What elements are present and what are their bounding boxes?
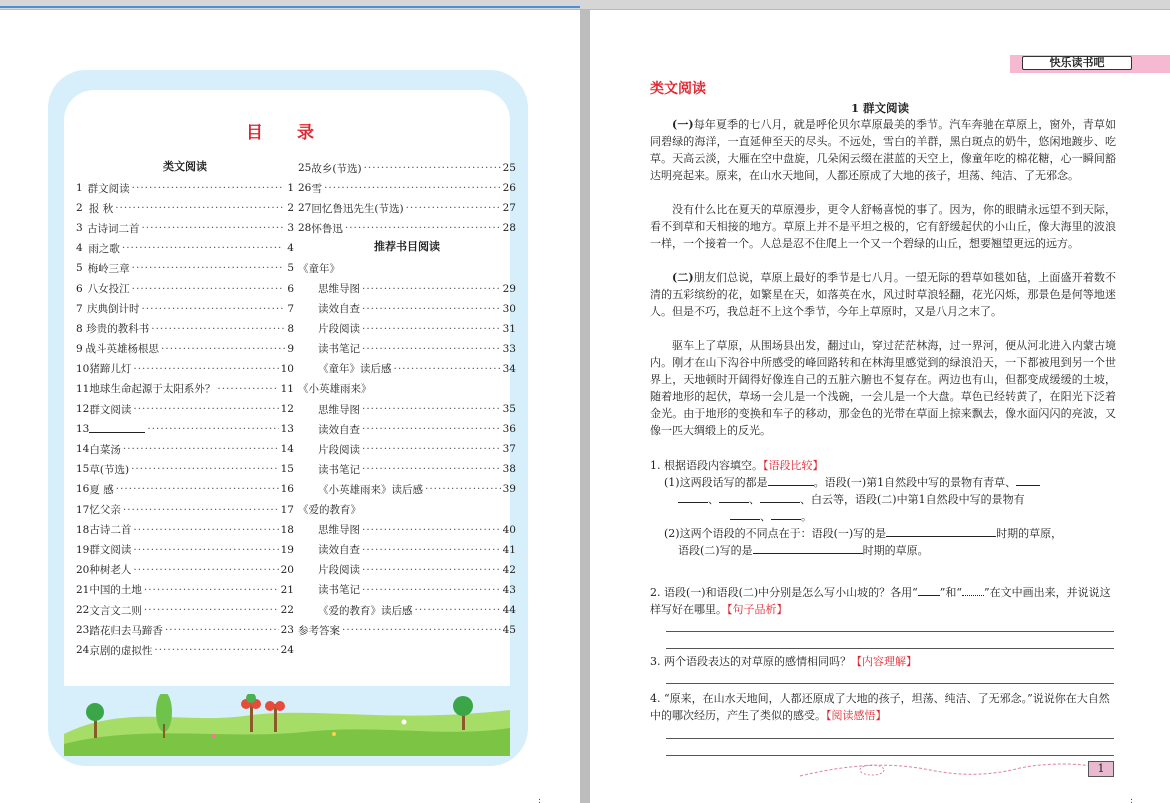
toc-entry-title: 群文阅读 — [89, 403, 132, 416]
toc-entry-title: 雪 — [311, 182, 323, 195]
page-left[interactable] — [0, 10, 580, 803]
question-tag: 【内容理解】 — [851, 655, 917, 668]
toc-entry-number: 17 — [76, 503, 90, 516]
toc-leader-dots — [133, 564, 278, 576]
page-corner-mark: : — [1130, 796, 1134, 803]
toc-entry-title: 地球生命起源于太阳系外？ — [89, 383, 216, 396]
toc-entry-title: 《小英雄雨来》读后感 — [318, 483, 423, 496]
toc-entry[interactable] — [76, 560, 294, 580]
toc-leader-dots — [123, 443, 279, 455]
toc-leader-dots — [161, 343, 285, 355]
toc-entry[interactable] — [76, 359, 294, 379]
toc-entry-number: 20 — [76, 563, 90, 576]
toc-entry[interactable] — [298, 439, 516, 459]
toc-entry[interactable] — [76, 278, 294, 298]
question-1-part-1-cont2 — [650, 508, 1116, 525]
question-2 — [650, 584, 1116, 618]
toc-entry-title: 草(节选) — [89, 463, 130, 476]
toc-entry-page: 9 — [287, 342, 294, 355]
toc-entry-page: 31 — [502, 322, 516, 335]
toc-entry-title: 白菜汤 — [89, 443, 121, 456]
toc-entry[interactable] — [76, 600, 294, 620]
toc-entry-title: 种树老人 — [89, 564, 132, 577]
toc-entry-page: 45 — [502, 624, 516, 637]
toc-entry-page: 26 — [502, 182, 516, 195]
toc-entry[interactable] — [76, 339, 294, 359]
q-text: 。 — [801, 510, 812, 523]
q-text: 时期的草原， — [996, 527, 1063, 540]
toc-entry-title: 思维导图 — [318, 403, 360, 416]
toc-entry-page: 37 — [502, 443, 516, 456]
viewer-toolbar-strip — [0, 0, 1170, 10]
toc-leader-dots — [364, 162, 501, 174]
paragraph-3 — [650, 269, 1116, 320]
toc-entry-number: 6 — [76, 282, 83, 295]
toc-entry-number: 14 — [76, 443, 90, 456]
toc-entry-page: 15 — [280, 463, 294, 476]
toc-entry-page: 27 — [502, 202, 516, 215]
toc-entry-page: 23 — [280, 624, 294, 637]
toc-entry-title: 梅岭三章 — [87, 262, 130, 275]
q-text: 语段(二)写的是 — [678, 544, 753, 557]
toc-title-blank — [89, 423, 145, 433]
toc-entry-page: 13 — [280, 423, 294, 436]
toc-leader-dots — [425, 483, 501, 495]
q-text: (2)这两个语段的不同点在于：语段(一)写的是 — [664, 527, 887, 540]
toc-entry-page: 34 — [502, 362, 516, 375]
toc-entry-number: 15 — [76, 463, 90, 476]
question-stem: 1. 根据语段内容填空。 — [650, 459, 763, 472]
toc-entry-title: 读书笔记 — [318, 463, 360, 476]
answer-blank[interactable] — [886, 525, 996, 537]
toc-entry[interactable] — [76, 299, 294, 319]
toc-entry-title: 猪蹄儿灯 — [89, 363, 132, 376]
toc-entry-page: 16 — [280, 483, 294, 496]
toc-entry-title: 古诗二首 — [89, 524, 132, 537]
toc-leader-dots — [362, 283, 501, 295]
toc-entry[interactable] — [298, 158, 516, 178]
toc-entry[interactable] — [76, 439, 294, 459]
toc-entry-page: 6 — [287, 282, 294, 295]
toc-entry-title: 故乡(节选) — [311, 162, 362, 175]
toc-leader-dots — [131, 463, 279, 475]
toc-entry-page: 5 — [287, 262, 294, 275]
toc-entry-title: 读书笔记 — [318, 584, 360, 597]
toc-leader-dots — [141, 303, 284, 315]
toc-leader-dots — [116, 483, 279, 495]
question-1 — [650, 457, 1116, 559]
paragraph-text: 每年夏季的七八月，就是呼伦贝尔草原最美的季节。汽车奔驰在草原上，窗外，青草如同碧绿的海洋，一直延伸至天的尽头。不远处，雪白的羊群，黑白斑点的奶牛，悠闲地踱步、吃草。天高云淡，大雁在空中盘旋，几朵闲云缀在湛蓝的天空上，像童年吃的棉花糖，心一瞬间豁达明亮起来。原来，在山水天地间，人都还原成了大地的孩子，坦荡、纯洁、了无邪念。 — [650, 118, 1116, 182]
toc-entry-number: 18 — [76, 523, 90, 536]
toc-entry-title — [89, 423, 145, 436]
toc-entry-number: 24 — [76, 644, 90, 657]
toc-leader-dots — [132, 283, 284, 295]
toc-entry-page: 42 — [502, 563, 516, 576]
toc-leader-dots — [362, 303, 501, 315]
toc-column-2 — [298, 158, 516, 640]
toc-entry-page: 44 — [502, 604, 516, 617]
toc-entry[interactable] — [76, 640, 294, 660]
toc-leader-dots — [132, 182, 284, 194]
toc-entry[interactable] — [298, 459, 516, 479]
answer-mark-straight — [918, 584, 940, 596]
q-text: 。语段(一)第1自然段中写的景物有青草、 — [813, 476, 1017, 489]
question-tag: 【句子品析】 — [727, 603, 788, 616]
toc-leader-dots — [362, 443, 501, 455]
toc-section-heading-books: 推荐书目阅读 — [374, 240, 440, 254]
toc-leader-dots — [345, 222, 501, 234]
paragraph-2: 没有什么比在夏天的草原漫步，更令人舒畅喜悦的事了。因为，你的眼睛永远望不到天际，看不到草和天相接的地方。草原上并不是平坦之极的，它有舒缓起伏的小山丘，像大海里的波浪一样，一个接着一个。人总是忍不住爬上一个又一个碧绿的山丘，想要翘望更远的远方。 — [650, 203, 1116, 250]
toc-entry-number: 16 — [76, 483, 90, 496]
paragraph-1 — [650, 116, 1116, 184]
toc-entry[interactable] — [298, 319, 516, 339]
question-stem: 3. 两个语段表达的对草原的感情相同吗？ — [650, 655, 851, 668]
toc-entry-page: 3 — [287, 222, 294, 235]
toc-entry-number: 22 — [76, 604, 90, 617]
toc-entry-number: 3 — [76, 222, 83, 235]
toc-entry-page: 28 — [502, 222, 516, 235]
toc-entry-page: 17 — [280, 503, 294, 516]
toc-entry[interactable] — [298, 178, 516, 198]
toc-entry-title: 群文阅读 — [87, 182, 130, 195]
toc-entry-title: 片段阅读 — [318, 443, 360, 456]
toc-entry[interactable] — [298, 540, 516, 560]
q-text: 、 — [708, 493, 719, 506]
toc-entry[interactable] — [76, 620, 294, 640]
toc-entry[interactable] — [76, 580, 294, 600]
toc-entry-title: 踏花归去马蹄香 — [89, 624, 163, 637]
toc-book-title[interactable] — [298, 500, 516, 520]
toc-entry-page: 29 — [502, 282, 516, 295]
toc-leader-dots — [324, 182, 501, 194]
toc-leader-dots — [362, 544, 501, 556]
toc-entry-title: 珍贵的教科书 — [86, 323, 150, 336]
toc-entry-page: 35 — [502, 403, 516, 416]
toc-entry-title: 《爱的教育》 — [298, 504, 361, 517]
q-text: 时期的草原。 — [862, 544, 929, 557]
answer-blank[interactable] — [771, 508, 801, 520]
toc-entry-page: 22 — [280, 604, 294, 617]
toc-panel — [64, 90, 516, 686]
toc-section-heading: 类文阅读 — [163, 160, 207, 173]
toc-entry-title: 报 秋 — [88, 202, 114, 215]
question-stem: 4. “原来，在山水天地间，人都还原成了大地的孩子，坦荡、纯洁、了无邪念。”说说你在大自然中的哪次经历，产生了类似的感受。 — [650, 692, 1110, 722]
toc-entry-number: 7 — [76, 302, 83, 315]
toc-entry[interactable] — [298, 339, 516, 359]
question-stem: 2. 语段(一)和语段(二)中分别是怎么写小山坡的？各用“ — [650, 586, 918, 599]
toc-entry-title: 古诗词二首 — [86, 222, 140, 235]
toc-entry[interactable] — [298, 600, 516, 620]
toc-entry[interactable] — [298, 560, 516, 580]
toc-entry-page: 7 — [287, 302, 294, 315]
toc-entry[interactable] — [76, 238, 294, 258]
toc-entry-page: 24 — [280, 644, 294, 657]
toc-entry[interactable] — [298, 359, 516, 379]
toc-entry-page: 30 — [502, 302, 516, 315]
toc-entry-number: 11 — [76, 382, 90, 395]
toc-leader-dots — [362, 343, 501, 355]
toc-entry-number: 4 — [76, 242, 83, 255]
toc-entry-title: 怀鲁迅 — [311, 222, 343, 235]
answer-line[interactable] — [666, 648, 1114, 649]
toc-entry-title: 读效自查 — [318, 423, 360, 436]
toc-entry-page: 40 — [502, 523, 516, 536]
toc-entry-number: 5 — [76, 262, 83, 275]
toc-leader-dots — [406, 202, 501, 214]
question-1-part-2 — [650, 525, 1116, 542]
page-right[interactable] — [590, 10, 1170, 803]
toc-entry-page: 4 — [287, 242, 294, 255]
toc-entry-title: 片段阅读 — [318, 564, 360, 577]
paragraph-lead: (二) — [672, 271, 694, 284]
toc-entry[interactable] — [298, 419, 516, 439]
answer-blank[interactable] — [768, 474, 814, 486]
toc-leader-dots — [362, 423, 501, 435]
toc-leader-dots — [144, 604, 279, 616]
toc-entry-number: 1 — [76, 182, 83, 195]
toc-entry[interactable] — [298, 218, 516, 238]
answer-line[interactable] — [666, 683, 1114, 684]
toc-entry-answers[interactable] — [298, 620, 516, 640]
toc-entry-number: 27 — [298, 202, 312, 215]
toc-entry-number: 19 — [76, 543, 90, 556]
q-text: ”和“ — [939, 586, 963, 599]
toc-leader-dots — [123, 504, 279, 516]
toc-entry-title: 《童年》读后感 — [318, 363, 392, 376]
question-tag: 【语段比较】 — [763, 459, 824, 472]
toc-entry-title: 思维导图 — [318, 524, 360, 537]
answer-blank[interactable] — [678, 491, 708, 503]
answer-blank[interactable] — [760, 491, 800, 503]
toc-leader-dots — [342, 624, 501, 636]
toc-entry-title: 参考答案 — [298, 624, 340, 637]
toc-leader-dots — [133, 524, 278, 536]
toc-entry-page: 25 — [502, 162, 516, 175]
toc-entry-number: 25 — [298, 162, 312, 175]
question-1-part-1 — [650, 474, 1116, 491]
q-text: 、 — [749, 493, 760, 506]
toc-entry[interactable] — [76, 178, 294, 198]
answer-blank[interactable] — [730, 508, 760, 520]
toc-entry[interactable] — [76, 218, 294, 238]
toc-entry[interactable] — [76, 419, 294, 439]
q-text: 、 — [760, 510, 771, 523]
toc-leader-dots — [132, 262, 284, 274]
page-number: 1 — [1088, 761, 1114, 777]
answer-line[interactable] — [666, 738, 1114, 739]
question-1-part-2-cont — [650, 542, 1116, 559]
toc-entry[interactable] — [76, 459, 294, 479]
toc-entry-title: 忆父亲 — [89, 504, 121, 517]
toc-entry[interactable] — [298, 278, 516, 298]
toc-entry-number: 12 — [76, 403, 90, 416]
page-selection-indicator — [0, 0, 580, 8]
answer-mark-wavy — [962, 584, 984, 596]
article-title: 1 群文阅读 — [850, 101, 909, 115]
toc-leader-dots — [217, 383, 278, 395]
answer-blank[interactable] — [753, 542, 863, 554]
toc-entry-title: 雨之歌 — [88, 242, 120, 255]
toc-entry-page: 36 — [502, 423, 516, 436]
toc-leader-dots — [415, 604, 501, 616]
toc-entry-page: 38 — [502, 463, 516, 476]
question-1-part-1-cont — [650, 491, 1116, 508]
toc-book-title[interactable] — [298, 379, 516, 399]
footer-decoration — [790, 754, 1120, 784]
toc-entry[interactable] — [298, 299, 516, 319]
toc-entry[interactable] — [298, 520, 516, 540]
toc-leader-dots — [362, 584, 501, 596]
toc-entry[interactable] — [76, 379, 294, 399]
q-text: (1)这两段话写的都是 — [664, 476, 768, 489]
question-4 — [650, 690, 1116, 724]
answer-blank[interactable] — [719, 491, 749, 503]
toc-entry-title: 思维导图 — [318, 283, 360, 296]
toc-entry-number: 8 — [76, 322, 83, 335]
toc-entry[interactable] — [298, 479, 516, 499]
toc-entry-title: 《小英雄雨来》 — [298, 383, 372, 396]
answer-line[interactable] — [666, 631, 1114, 632]
toc-entry-title: 读效自查 — [318, 303, 360, 316]
toc-column-1 — [76, 158, 294, 660]
toc-entry-page: 12 — [280, 403, 294, 416]
q-text: 、白云等，语段(二)中第1自然段中写的景物有 — [800, 493, 1025, 506]
toc-entry[interactable] — [76, 258, 294, 278]
toc-book-title[interactable] — [298, 258, 516, 278]
toc-entry-number: 2 — [76, 202, 83, 215]
header-banner — [1010, 55, 1170, 73]
toc-entry-title: 读效自查 — [318, 544, 360, 557]
toc-leader-dots — [362, 463, 501, 475]
header-label: 快乐读书吧 — [1022, 56, 1132, 70]
toc-entry-number: 13 — [76, 423, 90, 436]
page-corner-mark: : — [538, 796, 542, 803]
toc-entry-page: 18 — [280, 523, 294, 536]
question-3 — [650, 653, 1116, 670]
toc-leader-dots — [394, 363, 501, 375]
toc-entry[interactable] — [76, 540, 294, 560]
toc-entry[interactable] — [76, 479, 294, 499]
toc-entry-page: 33 — [502, 342, 516, 355]
toc-entry-title: 夏 感 — [89, 483, 114, 496]
toc-entry-page: 43 — [502, 583, 516, 596]
toc-leader-dots — [133, 403, 278, 415]
toc-entry-page: 39 — [502, 483, 516, 496]
toc-leader-dots — [151, 323, 284, 335]
toc-leader-dots — [141, 222, 284, 234]
toc-entry-page: 2 — [287, 202, 294, 215]
toc-leader-dots — [122, 242, 283, 254]
toc-entry-title: 《爱的教育》读后感 — [318, 604, 413, 617]
toc-entry[interactable] — [76, 520, 294, 540]
toc-leader-dots — [362, 323, 501, 335]
toc-entry-title: 战斗英雄杨根思 — [85, 343, 160, 356]
toc-entry-number: 28 — [298, 222, 312, 235]
toc-title: 目 录 — [246, 123, 328, 143]
toc-leader-dots — [154, 644, 278, 656]
toc-entry-number: 23 — [76, 624, 90, 637]
toc-entry-number: 21 — [76, 583, 90, 596]
toc-entry-title: 群文阅读 — [89, 544, 132, 557]
question-tag: 【阅读感悟】 — [826, 709, 887, 722]
toc-entry-title: 读书笔记 — [318, 343, 360, 356]
toc-entry-page: 21 — [280, 583, 294, 596]
toc-leader-dots — [115, 202, 282, 214]
toc-entry[interactable] — [298, 198, 516, 218]
toc-entry-title: 庆典倒计时 — [86, 303, 140, 316]
toc-entry[interactable] — [298, 580, 516, 600]
toc-entry[interactable] — [76, 500, 294, 520]
toc-entry-page: 14 — [280, 443, 294, 456]
toc-entry-page: 1 — [287, 182, 294, 195]
q-text: ”在文中画出来，并说说这样写好在哪里。 — [650, 586, 1111, 616]
toc-entry[interactable] — [76, 319, 294, 339]
toc-entry-page: 20 — [280, 563, 294, 576]
toc-entry-title: 八女投江 — [87, 283, 130, 296]
toc-entry-title: 文言文二则 — [89, 604, 142, 617]
toc-entry-title: 《童年》 — [298, 262, 340, 275]
answer-blank[interactable] — [1016, 474, 1040, 486]
paragraph-text: 朋友们总说，草原上最好的季节是七八月。一望无际的碧草如毯如毡，上面盛开着数不清的五彩缤纷的花，如繁星在天，如落英在水，风过时草浪轻翻，花光闪烁，那景色是何等地迷人。但是不巧，我总赶不上这个季节，今年上草原时，又是八月之末了。 — [650, 271, 1116, 318]
toc-entry-page: 10 — [280, 362, 294, 375]
page-gap — [580, 10, 590, 803]
toc-leader-dots — [144, 584, 279, 596]
toc-leader-dots — [362, 524, 501, 536]
toc-entry-page: 41 — [502, 543, 516, 556]
paragraph-lead: (一) — [672, 118, 694, 131]
toc-leader-dots — [133, 363, 278, 375]
toc-entry[interactable] — [76, 399, 294, 419]
section-title: 类文阅读 — [650, 81, 706, 97]
grass-illustration — [64, 694, 510, 756]
paragraph-4: 驱车上了草原，从围场县出发，翻过山，穿过茫茫林海，过一界河，便从河北进入内蒙古境内。刚才在山下沟谷中所感受的峰回路转和在林海里感觉到的绿浪沿天，一下都被甩到另一个世界上，天地顿时开阔得好像连自己的五脏六腑也不复存在。两边也有山，但都变成缓缓的土坡，随着地形的起伏，草场一会儿是一个浅碗，一会儿是一个大盘。草色已经转黄了，在阳光下泛着金光。由于地形的变换和车子的移动，那金色的光带在草面上掠来飘去，像水面闪闪的亮波，又像一匹大绸缎上的反光。 — [650, 339, 1116, 437]
toc-entry-page: 11 — [280, 382, 294, 395]
toc-entry[interactable] — [76, 198, 294, 218]
toc-entry-number: 26 — [298, 182, 312, 195]
toc-entry-title: 中国的土地 — [89, 584, 142, 597]
toc-entry-title: 片段阅读 — [318, 323, 360, 336]
toc-leader-dots — [165, 624, 279, 636]
toc-entry-number: 9 — [76, 342, 83, 355]
toc-leader-dots — [133, 544, 278, 556]
toc-entry-page: 19 — [280, 543, 294, 556]
toc-entry-number: 10 — [76, 362, 90, 375]
toc-entry[interactable] — [298, 399, 516, 419]
toc-entry-title: 京剧的虚拟性 — [89, 644, 153, 657]
toc-entry-page: 8 — [287, 322, 295, 335]
toc-entry-title: 回忆鲁迅先生(节选) — [311, 202, 404, 215]
toc-leader-dots — [147, 423, 278, 435]
toc-leader-dots — [362, 564, 501, 576]
toc-leader-dots — [362, 403, 501, 415]
